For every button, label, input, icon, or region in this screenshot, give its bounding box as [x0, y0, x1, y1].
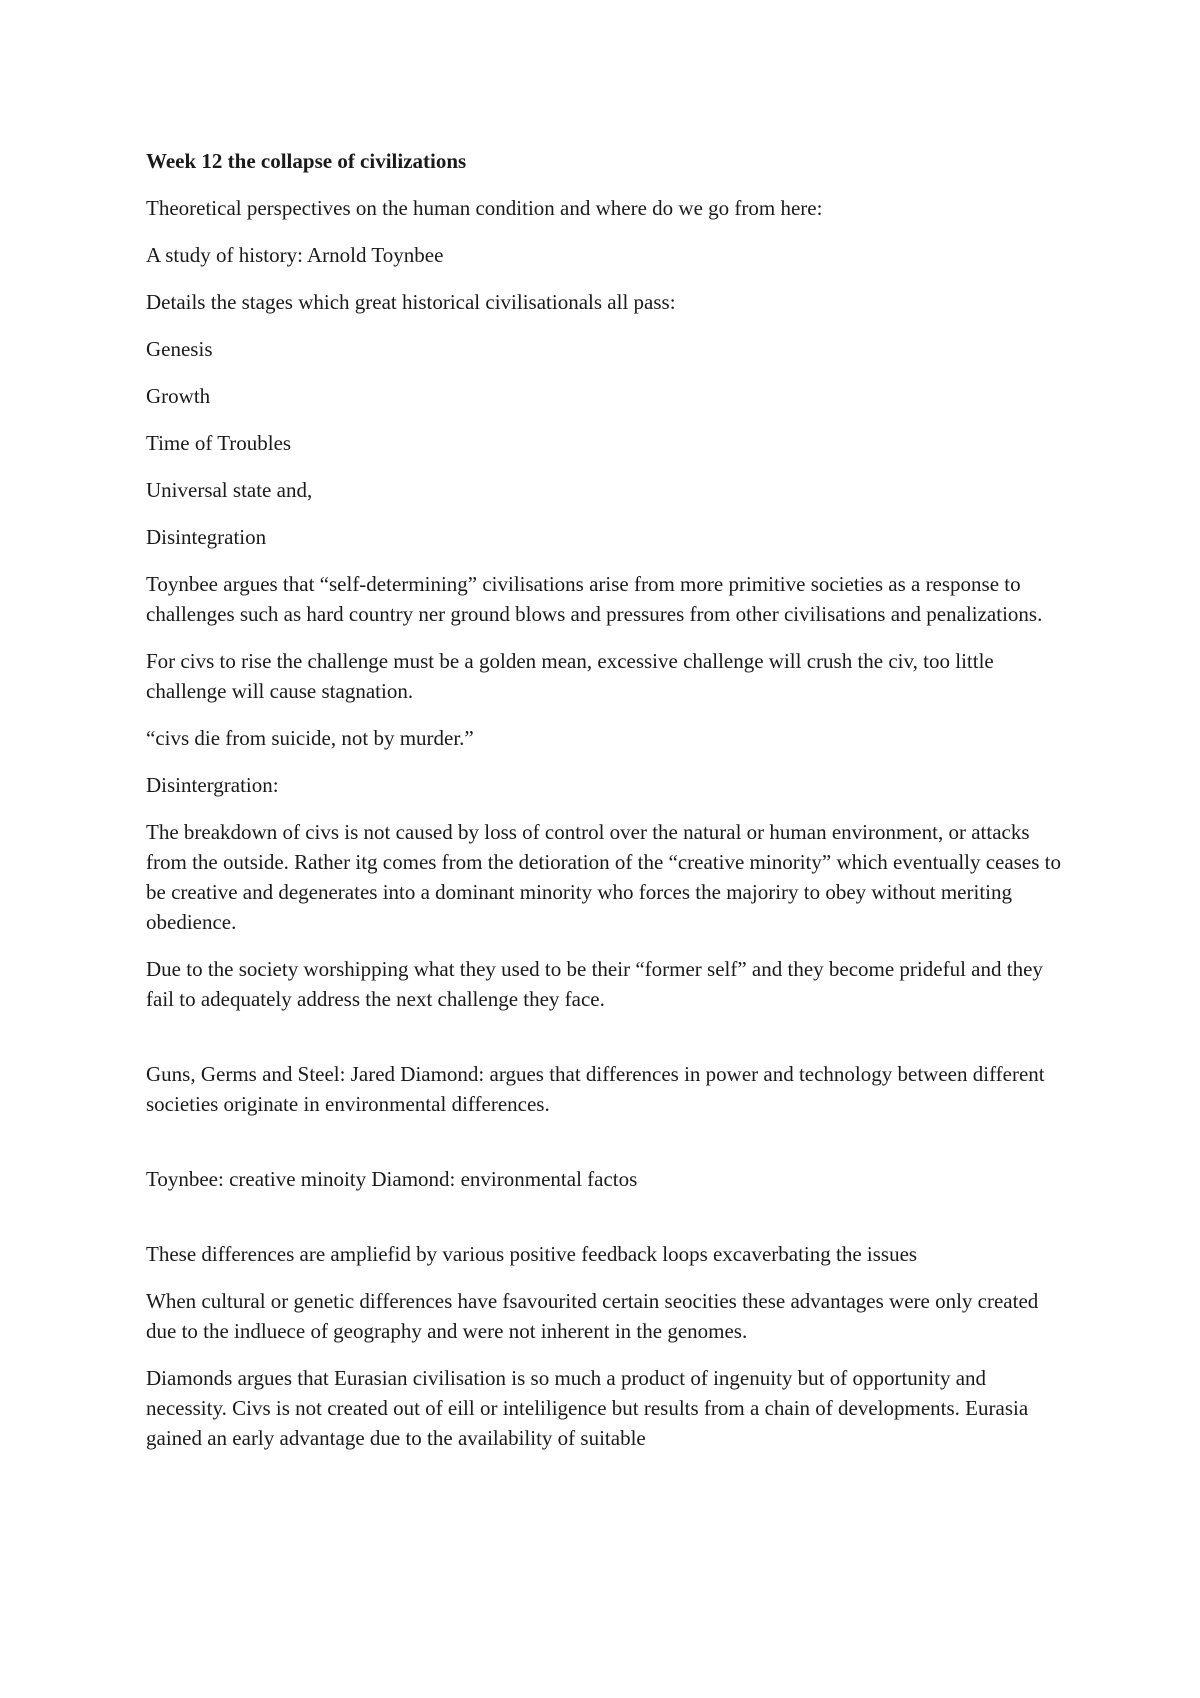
- document-title: Week 12 the collapse of civilizations: [146, 149, 467, 173]
- paragraph-toynbee-argument: Toynbee argues that “self-determining” civilisations arise from more primitive societies as a response to challenges such as hard country ner ground blows and pressures from other civilisations and penalizations.: [146, 572, 1043, 626]
- paragraph-geography: When cultural or genetic differences have fsavourited certain seocities these advantages were only created due to the indluece of geography and were not inherent in the genomes.: [146, 1289, 1039, 1343]
- paragraph-eurasia: Diamonds argues that Eurasian civilisation is so much a product of ingenuity but of opportunity and necessity. Civs is not created out of eill or inteliligence but results from a chain of developments. Eurasia gained an early advantage due to the availability of suitable: [146, 1366, 1029, 1450]
- document-body: [146, 146, 1066, 1470]
- paragraph-stages-intro: Details the stages which great historical civilisationals all pass:: [146, 290, 676, 314]
- stage-growth: Growth: [146, 384, 211, 408]
- stage-time-of-troubles: Time of Troubles: [146, 431, 292, 455]
- paragraph-comparison: Toynbee: creative minoity Diamond: environmental factos: [146, 1167, 638, 1191]
- stage-genesis: Genesis: [146, 337, 213, 361]
- paragraph-toynbee-heading: A study of history: Arnold Toynbee: [146, 243, 444, 267]
- paragraph-disintegration-heading: Disintergration:: [146, 773, 279, 797]
- paragraph-quote: “civs die from suicide, not by murder.”: [146, 726, 474, 750]
- paragraph-former-self: Due to the society worshipping what they used to be their “former self” and they become prideful and they fail to adequately address the next challenge they face.: [146, 957, 1043, 1011]
- stage-disintegration: Disintegration: [146, 525, 267, 549]
- paragraph-intro: Theoretical perspectives on the human condition and where do we go from here:: [146, 196, 823, 220]
- paragraph-golden-mean: For civs to rise the challenge must be a golden mean, excessive challenge will crush the civ, too little challenge will cause stagnation.: [146, 649, 994, 703]
- paragraph-feedback-loops: These differences are ampliefid by various positive feedback loops excaverbating the issues: [146, 1242, 918, 1266]
- paragraph-diamond: Guns, Germs and Steel: Jared Diamond: argues that differences in power and technology between different societies originate in environmental differences.: [146, 1062, 1045, 1116]
- paragraph-breakdown: The breakdown of civs is not caused by loss of control over the natural or human environment, or attacks from the outside. Rather itg comes from the detioration of the “creative minority” which eventually ceases to be creative and degenerates into a dominant minority who forces the majoriry to obey without meriting obedience.: [146, 820, 1061, 934]
- stage-universal-state: Universal state and,: [146, 478, 313, 502]
